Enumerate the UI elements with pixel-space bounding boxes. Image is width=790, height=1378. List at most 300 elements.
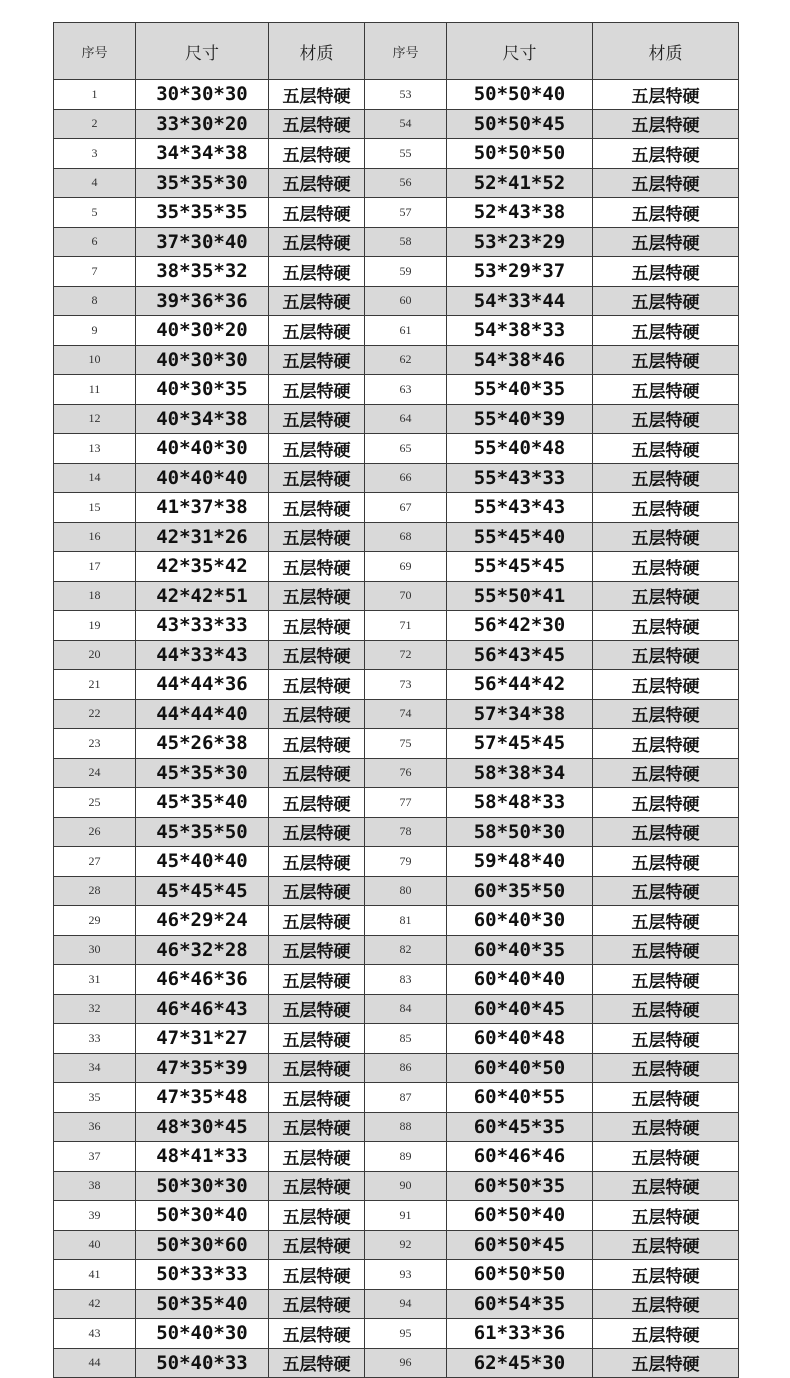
cell-index-right: 87 [365, 1083, 447, 1113]
cell-index-left: 39 [54, 1201, 136, 1231]
cell-index-right: 75 [365, 729, 447, 759]
cell-size-left: 40*30*35 [136, 375, 269, 405]
cell-material-right: 五层特硬 [593, 935, 739, 965]
cell-index-left: 32 [54, 994, 136, 1024]
cell-material-left: 五层特硬 [269, 670, 365, 700]
cell-material-right: 五层特硬 [593, 1201, 739, 1231]
cell-index-right: 59 [365, 257, 447, 287]
cell-size-right: 60*40*40 [447, 965, 593, 995]
cell-index-right: 89 [365, 1142, 447, 1172]
table-row [54, 1260, 739, 1290]
cell-index-right: 86 [365, 1053, 447, 1083]
table-row [54, 434, 739, 464]
cell-material-right: 五层特硬 [593, 168, 739, 198]
cell-size-left: 40*34*38 [136, 404, 269, 434]
table-row [54, 345, 739, 375]
cell-material-right: 五层特硬 [593, 1260, 739, 1290]
cell-size-left: 50*40*33 [136, 1348, 269, 1378]
cell-material-right: 五层特硬 [593, 1083, 739, 1113]
cell-index-right: 72 [365, 640, 447, 670]
cell-material-right: 五层特硬 [593, 1319, 739, 1349]
cell-index-left: 20 [54, 640, 136, 670]
cell-index-left: 31 [54, 965, 136, 995]
cell-material-left: 五层特硬 [269, 404, 365, 434]
cell-size-left: 40*30*20 [136, 316, 269, 346]
cell-index-right: 91 [365, 1201, 447, 1231]
table-row [54, 404, 739, 434]
cell-material-right: 五层特硬 [593, 1348, 739, 1378]
cell-index-right: 58 [365, 227, 447, 257]
cell-index-left: 18 [54, 581, 136, 611]
cell-size-right: 54*33*44 [447, 286, 593, 316]
cell-size-right: 60*40*45 [447, 994, 593, 1024]
cell-index-left: 3 [54, 139, 136, 169]
size-table [53, 22, 739, 1378]
cell-index-left: 34 [54, 1053, 136, 1083]
table-row [54, 257, 739, 287]
cell-index-left: 1 [54, 80, 136, 110]
cell-material-left: 五层特硬 [269, 847, 365, 877]
cell-material-right: 五层特硬 [593, 552, 739, 582]
cell-material-left: 五层特硬 [269, 168, 365, 198]
table-row [54, 198, 739, 228]
cell-index-left: 11 [54, 375, 136, 405]
cell-index-right: 92 [365, 1230, 447, 1260]
cell-size-right: 60*40*50 [447, 1053, 593, 1083]
cell-index-right: 70 [365, 581, 447, 611]
table-body [54, 80, 739, 1378]
cell-material-left: 五层特硬 [269, 729, 365, 759]
cell-size-left: 45*35*50 [136, 817, 269, 847]
cell-material-right: 五层特硬 [593, 581, 739, 611]
table-row [54, 847, 739, 877]
header-material-right: 材质 [593, 23, 739, 80]
cell-index-left: 26 [54, 817, 136, 847]
cell-size-right: 60*35*50 [447, 876, 593, 906]
cell-index-right: 96 [365, 1348, 447, 1378]
cell-material-left: 五层特硬 [269, 1289, 365, 1319]
table-row [54, 109, 739, 139]
cell-index-right: 53 [365, 80, 447, 110]
table-row [54, 1348, 739, 1378]
cell-index-left: 15 [54, 493, 136, 523]
table-row [54, 552, 739, 582]
cell-size-left: 30*30*30 [136, 80, 269, 110]
table-row [54, 670, 739, 700]
cell-index-right: 79 [365, 847, 447, 877]
header-material-left: 材质 [269, 23, 365, 80]
cell-index-right: 66 [365, 463, 447, 493]
cell-size-left: 45*45*45 [136, 876, 269, 906]
cell-material-right: 五层特硬 [593, 286, 739, 316]
cell-material-left: 五层特硬 [269, 139, 365, 169]
cell-index-right: 73 [365, 670, 447, 700]
cell-index-right: 64 [365, 404, 447, 434]
cell-size-right: 60*46*46 [447, 1142, 593, 1172]
cell-index-left: 43 [54, 1319, 136, 1349]
cell-material-left: 五层特硬 [269, 906, 365, 936]
cell-material-left: 五层特硬 [269, 1112, 365, 1142]
table-row [54, 168, 739, 198]
cell-size-left: 45*26*38 [136, 729, 269, 759]
cell-size-right: 55*40*48 [447, 434, 593, 464]
cell-index-left: 35 [54, 1083, 136, 1113]
cell-index-left: 29 [54, 906, 136, 936]
cell-size-right: 58*38*34 [447, 758, 593, 788]
table-row [54, 788, 739, 818]
cell-material-right: 五层特硬 [593, 1024, 739, 1054]
cell-material-right: 五层特硬 [593, 404, 739, 434]
cell-size-right: 50*50*45 [447, 109, 593, 139]
cell-material-left: 五层特硬 [269, 965, 365, 995]
cell-material-left: 五层特硬 [269, 316, 365, 346]
cell-material-right: 五层特硬 [593, 316, 739, 346]
cell-index-right: 80 [365, 876, 447, 906]
cell-size-right: 60*50*50 [447, 1260, 593, 1290]
cell-material-left: 五层特硬 [269, 1024, 365, 1054]
cell-index-left: 40 [54, 1230, 136, 1260]
cell-index-right: 67 [365, 493, 447, 523]
cell-index-left: 42 [54, 1289, 136, 1319]
cell-size-right: 55*43*43 [447, 493, 593, 523]
cell-size-right: 60*50*45 [447, 1230, 593, 1260]
table-row [54, 316, 739, 346]
cell-size-left: 37*30*40 [136, 227, 269, 257]
cell-size-right: 57*34*38 [447, 699, 593, 729]
cell-material-left: 五层特硬 [269, 788, 365, 818]
cell-material-right: 五层特硬 [593, 463, 739, 493]
cell-material-left: 五层特硬 [269, 1230, 365, 1260]
cell-size-left: 45*40*40 [136, 847, 269, 877]
cell-material-left: 五层特硬 [269, 1260, 365, 1290]
cell-size-left: 46*46*36 [136, 965, 269, 995]
cell-material-left: 五层特硬 [269, 758, 365, 788]
cell-size-left: 48*30*45 [136, 1112, 269, 1142]
table-row [54, 286, 739, 316]
table-row [54, 906, 739, 936]
cell-index-left: 33 [54, 1024, 136, 1054]
cell-size-left: 48*41*33 [136, 1142, 269, 1172]
cell-material-left: 五层特硬 [269, 994, 365, 1024]
cell-size-left: 46*32*28 [136, 935, 269, 965]
cell-size-left: 45*35*30 [136, 758, 269, 788]
cell-material-left: 五层特硬 [269, 1053, 365, 1083]
cell-material-left: 五层特硬 [269, 817, 365, 847]
cell-material-left: 五层特硬 [269, 552, 365, 582]
cell-index-left: 10 [54, 345, 136, 375]
cell-index-left: 22 [54, 699, 136, 729]
cell-size-left: 46*46*43 [136, 994, 269, 1024]
table-row [54, 640, 739, 670]
cell-material-left: 五层特硬 [269, 581, 365, 611]
cell-index-left: 12 [54, 404, 136, 434]
cell-index-left: 23 [54, 729, 136, 759]
cell-material-left: 五层特硬 [269, 611, 365, 641]
cell-material-right: 五层特硬 [593, 493, 739, 523]
cell-size-right: 56*43*45 [447, 640, 593, 670]
table-row [54, 817, 739, 847]
cell-index-left: 36 [54, 1112, 136, 1142]
cell-index-left: 16 [54, 522, 136, 552]
cell-material-left: 五层特硬 [269, 1201, 365, 1231]
table-row [54, 1112, 739, 1142]
cell-index-right: 82 [365, 935, 447, 965]
cell-size-left: 35*35*35 [136, 198, 269, 228]
cell-material-left: 五层特硬 [269, 198, 365, 228]
cell-material-right: 五层特硬 [593, 1142, 739, 1172]
cell-size-left: 44*33*43 [136, 640, 269, 670]
cell-index-right: 69 [365, 552, 447, 582]
cell-material-right: 五层特硬 [593, 375, 739, 405]
cell-size-left: 47*31*27 [136, 1024, 269, 1054]
cell-index-right: 77 [365, 788, 447, 818]
table-row [54, 522, 739, 552]
cell-index-left: 25 [54, 788, 136, 818]
cell-index-right: 85 [365, 1024, 447, 1054]
cell-material-right: 五层特硬 [593, 257, 739, 287]
cell-size-right: 56*44*42 [447, 670, 593, 700]
cell-size-left: 39*36*36 [136, 286, 269, 316]
cell-material-left: 五层特硬 [269, 463, 365, 493]
cell-material-right: 五层特硬 [593, 640, 739, 670]
cell-size-right: 50*50*50 [447, 139, 593, 169]
table-row [54, 463, 739, 493]
cell-size-left: 41*37*38 [136, 493, 269, 523]
cell-size-right: 60*40*55 [447, 1083, 593, 1113]
cell-material-left: 五层特硬 [269, 935, 365, 965]
cell-index-left: 9 [54, 316, 136, 346]
cell-material-left: 五层特硬 [269, 522, 365, 552]
cell-material-right: 五层特硬 [593, 1053, 739, 1083]
table-row [54, 1230, 739, 1260]
cell-index-right: 62 [365, 345, 447, 375]
cell-size-right: 60*50*35 [447, 1171, 593, 1201]
cell-material-right: 五层特硬 [593, 965, 739, 995]
table-row [54, 80, 739, 110]
cell-size-right: 53*23*29 [447, 227, 593, 257]
cell-index-left: 24 [54, 758, 136, 788]
cell-material-left: 五层特硬 [269, 375, 365, 405]
cell-index-left: 5 [54, 198, 136, 228]
cell-index-left: 37 [54, 1142, 136, 1172]
cell-size-right: 61*33*36 [447, 1319, 593, 1349]
cell-size-left: 44*44*36 [136, 670, 269, 700]
table-row [54, 1171, 739, 1201]
table-row [54, 1024, 739, 1054]
table-row [54, 935, 739, 965]
cell-index-right: 95 [365, 1319, 447, 1349]
cell-size-right: 55*50*41 [447, 581, 593, 611]
table-row [54, 1142, 739, 1172]
cell-material-right: 五层特硬 [593, 847, 739, 877]
cell-material-right: 五层特硬 [593, 1171, 739, 1201]
table-row [54, 581, 739, 611]
cell-material-left: 五层特硬 [269, 286, 365, 316]
cell-material-right: 五层特硬 [593, 522, 739, 552]
cell-size-left: 45*35*40 [136, 788, 269, 818]
cell-material-left: 五层特硬 [269, 1142, 365, 1172]
cell-material-left: 五层特硬 [269, 227, 365, 257]
cell-material-left: 五层特硬 [269, 493, 365, 523]
cell-size-left: 35*35*30 [136, 168, 269, 198]
cell-size-right: 60*54*35 [447, 1289, 593, 1319]
cell-index-right: 65 [365, 434, 447, 464]
table-row [54, 1083, 739, 1113]
cell-material-right: 五层特硬 [593, 109, 739, 139]
cell-size-left: 47*35*39 [136, 1053, 269, 1083]
cell-size-right: 60*40*35 [447, 935, 593, 965]
cell-material-left: 五层特硬 [269, 1083, 365, 1113]
table-row [54, 876, 739, 906]
cell-index-left: 30 [54, 935, 136, 965]
cell-index-left: 21 [54, 670, 136, 700]
cell-index-right: 63 [365, 375, 447, 405]
cell-index-left: 4 [54, 168, 136, 198]
cell-index-right: 90 [365, 1171, 447, 1201]
cell-index-left: 13 [54, 434, 136, 464]
cell-material-left: 五层特硬 [269, 1319, 365, 1349]
cell-size-right: 50*50*40 [447, 80, 593, 110]
cell-index-right: 94 [365, 1289, 447, 1319]
cell-size-right: 54*38*33 [447, 316, 593, 346]
cell-size-right: 60*50*40 [447, 1201, 593, 1231]
cell-material-left: 五层特硬 [269, 1171, 365, 1201]
cell-size-right: 54*38*46 [447, 345, 593, 375]
cell-size-right: 58*48*33 [447, 788, 593, 818]
cell-index-left: 27 [54, 847, 136, 877]
cell-size-left: 44*44*40 [136, 699, 269, 729]
header-row [54, 23, 739, 80]
cell-size-left: 50*30*40 [136, 1201, 269, 1231]
header-index-right: 序号 [365, 23, 447, 80]
cell-index-right: 54 [365, 109, 447, 139]
cell-size-left: 40*40*40 [136, 463, 269, 493]
header-index-left: 序号 [54, 23, 136, 80]
cell-size-right: 52*43*38 [447, 198, 593, 228]
cell-material-right: 五层特硬 [593, 345, 739, 375]
cell-size-left: 34*34*38 [136, 139, 269, 169]
cell-material-right: 五层特硬 [593, 1289, 739, 1319]
cell-index-left: 44 [54, 1348, 136, 1378]
cell-material-right: 五层特硬 [593, 139, 739, 169]
cell-index-left: 8 [54, 286, 136, 316]
cell-material-right: 五层特硬 [593, 227, 739, 257]
cell-index-left: 38 [54, 1171, 136, 1201]
cell-size-left: 46*29*24 [136, 906, 269, 936]
cell-size-left: 33*30*20 [136, 109, 269, 139]
cell-index-right: 71 [365, 611, 447, 641]
cell-index-right: 84 [365, 994, 447, 1024]
cell-size-right: 60*40*30 [447, 906, 593, 936]
table-row [54, 1053, 739, 1083]
cell-material-left: 五层特硬 [269, 876, 365, 906]
cell-index-right: 68 [365, 522, 447, 552]
header-size-left: 尺寸 [136, 23, 269, 80]
cell-index-left: 2 [54, 109, 136, 139]
table-row [54, 699, 739, 729]
cell-material-left: 五层特硬 [269, 699, 365, 729]
table-row [54, 758, 739, 788]
table-row [54, 139, 739, 169]
cell-size-right: 52*41*52 [447, 168, 593, 198]
cell-index-right: 76 [365, 758, 447, 788]
table-row [54, 611, 739, 641]
cell-material-right: 五层特硬 [593, 1112, 739, 1142]
cell-index-left: 14 [54, 463, 136, 493]
cell-material-right: 五层特硬 [593, 788, 739, 818]
cell-size-right: 55*40*39 [447, 404, 593, 434]
cell-material-right: 五层特硬 [593, 611, 739, 641]
cell-size-right: 56*42*30 [447, 611, 593, 641]
cell-material-right: 五层特硬 [593, 198, 739, 228]
cell-size-right: 60*45*35 [447, 1112, 593, 1142]
cell-index-left: 41 [54, 1260, 136, 1290]
cell-size-right: 55*45*40 [447, 522, 593, 552]
cell-index-left: 19 [54, 611, 136, 641]
cell-size-right: 59*48*40 [447, 847, 593, 877]
cell-material-left: 五层特硬 [269, 257, 365, 287]
cell-material-right: 五层特硬 [593, 758, 739, 788]
table-row [54, 493, 739, 523]
cell-size-left: 50*33*33 [136, 1260, 269, 1290]
table-row [54, 1201, 739, 1231]
table-row [54, 375, 739, 405]
cell-index-right: 57 [365, 198, 447, 228]
cell-material-right: 五层特硬 [593, 906, 739, 936]
cell-size-right: 60*40*48 [447, 1024, 593, 1054]
cell-index-left: 17 [54, 552, 136, 582]
cell-index-right: 55 [365, 139, 447, 169]
cell-material-right: 五层特硬 [593, 670, 739, 700]
cell-size-right: 55*43*33 [447, 463, 593, 493]
cell-index-left: 28 [54, 876, 136, 906]
cell-index-left: 6 [54, 227, 136, 257]
cell-material-right: 五层特硬 [593, 1230, 739, 1260]
cell-size-left: 50*40*30 [136, 1319, 269, 1349]
cell-material-right: 五层特硬 [593, 817, 739, 847]
cell-size-left: 43*33*33 [136, 611, 269, 641]
cell-size-left: 42*35*42 [136, 552, 269, 582]
cell-index-right: 74 [365, 699, 447, 729]
table-row [54, 729, 739, 759]
cell-size-right: 57*45*45 [447, 729, 593, 759]
cell-index-right: 78 [365, 817, 447, 847]
cell-material-right: 五层特硬 [593, 729, 739, 759]
cell-material-left: 五层特硬 [269, 345, 365, 375]
cell-index-right: 83 [365, 965, 447, 995]
cell-material-left: 五层特硬 [269, 434, 365, 464]
table-row [54, 1319, 739, 1349]
cell-material-left: 五层特硬 [269, 109, 365, 139]
cell-size-left: 50*35*40 [136, 1289, 269, 1319]
table-row [54, 1289, 739, 1319]
cell-size-right: 55*45*45 [447, 552, 593, 582]
cell-material-right: 五层特硬 [593, 80, 739, 110]
cell-index-right: 61 [365, 316, 447, 346]
cell-size-left: 47*35*48 [136, 1083, 269, 1113]
table-row [54, 994, 739, 1024]
cell-material-left: 五层特硬 [269, 640, 365, 670]
table-row [54, 965, 739, 995]
table-row [54, 227, 739, 257]
cell-index-right: 88 [365, 1112, 447, 1142]
cell-size-left: 40*40*30 [136, 434, 269, 464]
cell-size-right: 62*45*30 [447, 1348, 593, 1378]
header-size-right: 尺寸 [447, 23, 593, 80]
cell-material-right: 五层特硬 [593, 699, 739, 729]
cell-index-right: 56 [365, 168, 447, 198]
cell-size-left: 42*42*51 [136, 581, 269, 611]
